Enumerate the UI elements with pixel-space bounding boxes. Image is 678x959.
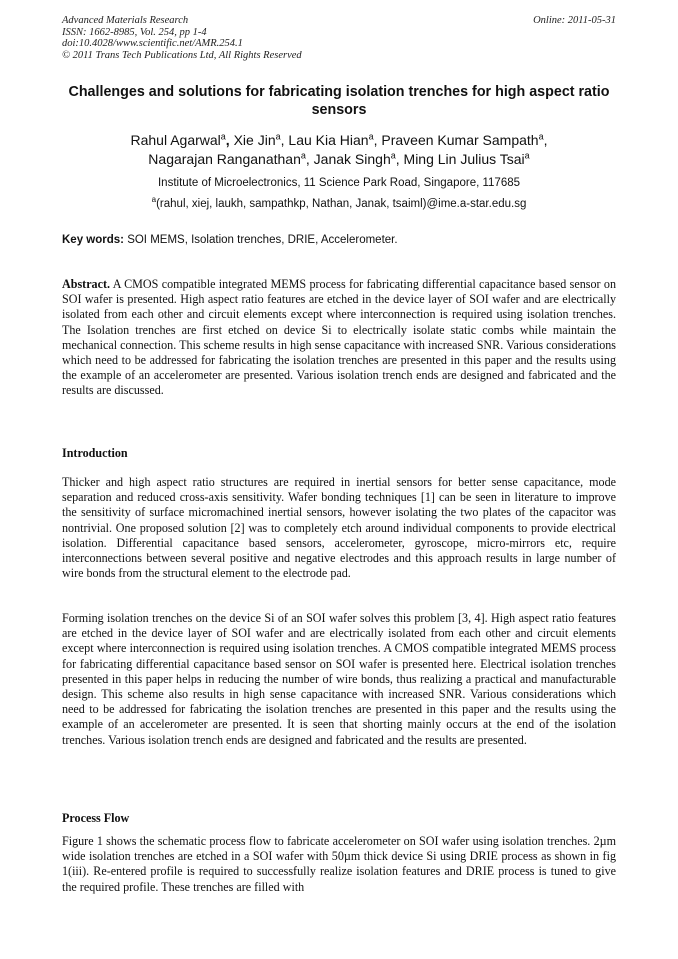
introduction-paragraph-1: Thicker and high aspect ratio structures are required in inertial sensors for better sense capacitance, mode separation and reduced cross-axis sensitivity. Wafer bonding techniques [1] can be seen in literature to improve the sensitivity of surface micromachined inertial sensors, however isolating the two plates of the capacitor was nontrivial. One proposed solution [2] was to completely etch around individual components to provide electrical isolation. Differential capacitance based sensors, accelerometer, gyroscope, micro-mirrors etc, require interconnections between several positive and negative electrodes and this approach results in large number of wire bonds from the structural element to the electrode pad. [62, 475, 616, 581]
author: Ming Lin Julius Tsai$^a$ [403, 150, 530, 167]
keywords [62, 233, 616, 247]
author: Lau Kia Hian$^a$, [288, 131, 382, 148]
keywords-text: SOI MEMS, Isolation trenches, DRIE, Accelerometer. [124, 234, 398, 246]
issn-line: ISSN: 1662-8985, Vol. 254, pp 1-4 [62, 26, 207, 38]
author: Rahul Agarwal$^a$, [130, 131, 234, 148]
section-heading-process-flow: Process Flow [62, 811, 130, 825]
paper-title: Challenges and solutions for fabricating isolation trenches for high aspect ratio sensors [68, 84, 610, 118]
author-emails: $^a$(rahul, xiej, laukh, sampathkp, Nathan, Janak, tsaiml)@ime.a-star.edu.sg [151, 195, 527, 210]
affiliation: Institute of Microelectronics, 11 Science Park Road, Singapore, 117685 [157, 177, 521, 189]
process-flow-paragraph-1: Figure 1 shows the schematic process flow to fabricate accelerometer on SOI wafer using isolation trenches. 2µm wide isolation trenches are etched in a SOI wafer with 50µm thick device Si using DRIE process as shown in fig 1(iii). Re-entered profile is required to successfully realize isolation features and DRIE process is tuned to give the required profile. These trenches are filled with [62, 834, 616, 894]
author: Xie Jin$^a$, [233, 131, 289, 148]
journal-name: Advanced Materials Research [62, 15, 189, 26]
online-date: Online: 2011-05-31 [533, 15, 616, 26]
abstract [62, 277, 616, 399]
abstract-label: Abstract. [62, 277, 111, 291]
author: Praveen Kumar Sampath$^a$, [381, 131, 548, 148]
keywords-label: Key words: [62, 234, 124, 246]
section-heading-introduction: Introduction [62, 446, 128, 460]
copyright-line: © 2011 Trans Tech Publications Ltd, All Rights Reserved [62, 49, 302, 61]
doi-line[interactable]: doi:10.4028/www.scientific.net/AMR.254.1 [62, 38, 243, 49]
author-list [62, 131, 616, 169]
introduction-paragraph-2: Forming isolation trenches on the device Si of an SOI wafer solves this problem [3, 4]. High aspect ratio features are etched in the device layer of SOI wafer and are electrically isolated from each other and circuit elements except where interconnection is required using isolation trenches. A CMOS compatible integrated MEMS process for fabricating differential capacitance based sensor on SOI wafer is presented here. Electrical isolation trenches presented in this paper helps in reducing the number of wire bonds, thus realizing a practical and manufacturable design. This scheme also results in high sense capacitance with increased SNR. Various considerations which need to be addressed for fabricating the isolation trenches are presented in this paper and the results using the example of an accelerometer are presented. It is seen that shorting mainly occurs at the end of the isolation trenches. Various isolation trench ends are designed and fabricated and the results are presented. [62, 611, 616, 747]
author: Janak Singh$^a$, [313, 150, 404, 167]
journal-header [62, 15, 616, 61]
abstract-text: A CMOS compatible integrated MEMS process for fabricating differential capacitance based sensor on SOI wafer is presented. High aspect ratio features are etched in the device layer of SOI wafer and are electrically isolated from each other and circuit elements except where interconnection is required using isolation trenches. The Isolation trenches are first etched on device Si to electrically isolate static combs while maintain the mechanical connection. This scheme results in high sense capacitance with increased SNR. Various considerations which need to be addressed for fabricating the isolation trenches are presented in this paper and the results using the example of an accelerometer are presented. Various isolation trench ends are designed and fabricated and the results are discussed. [62, 277, 616, 398]
author: Nagarajan Ranganathan$^a$, [148, 150, 314, 167]
